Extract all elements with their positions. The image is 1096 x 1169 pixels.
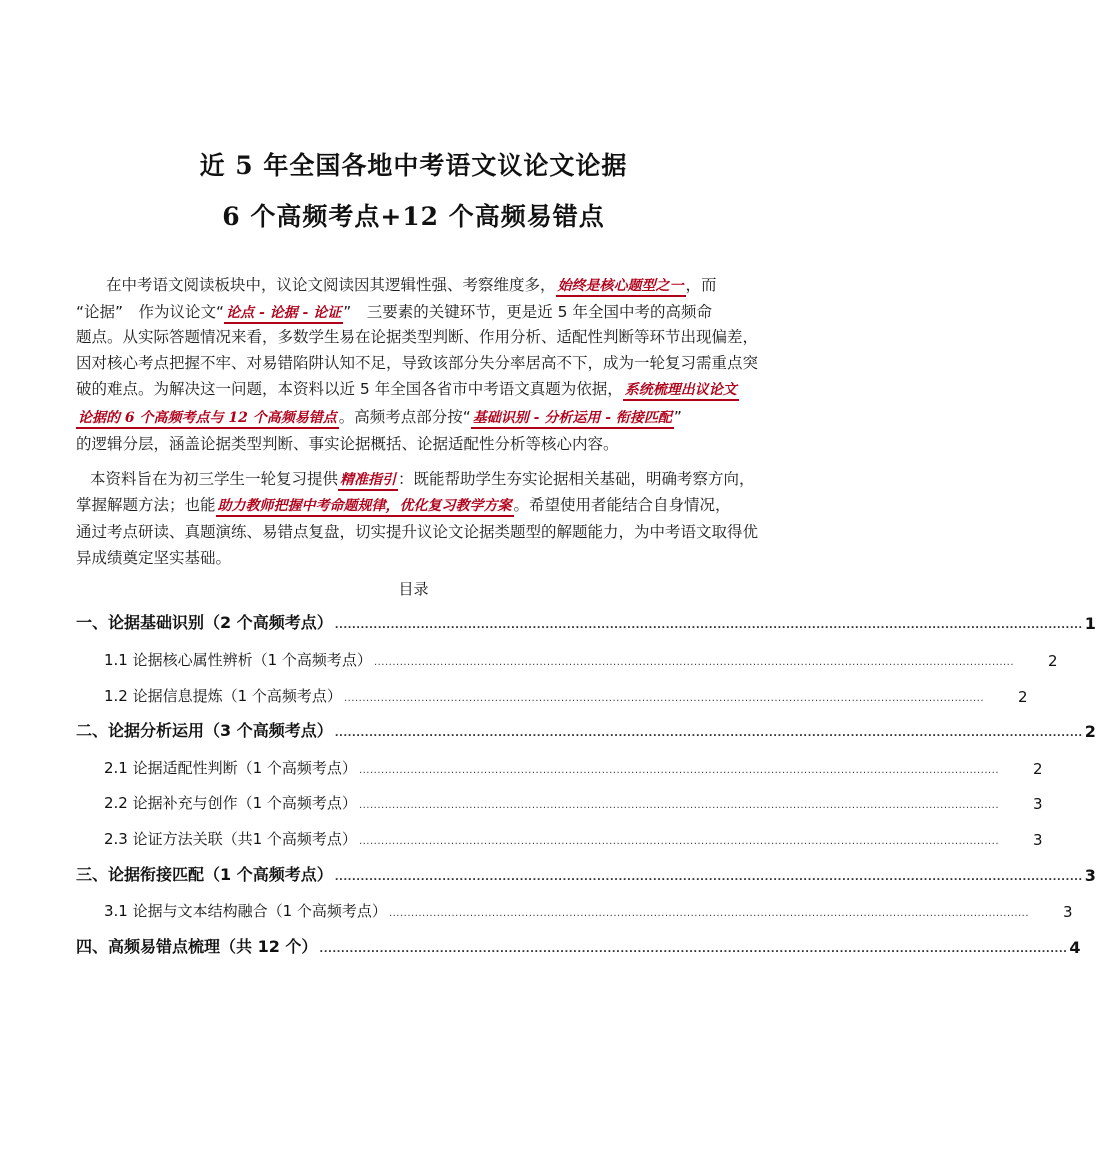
handwritten-annotation: 论点 - 论据 - 论证 [224, 305, 343, 324]
intro-line-3: 题点。从实际答题情况来看，多数学生易在论据类型判断、作用分析、适配性判断等环节出现偏差， [76, 328, 759, 346]
toc-entry[interactable]: 1.2 论据信息提炼（1 个高频考点） .............................................................................................................................................................................. 2 [104, 687, 1028, 706]
document-title-line1: 近 5 年全国各地中考语文议论文论据 [199, 151, 628, 180]
handwritten-annotation: 论据的 6 个高频考点与 12 个高频易错点 [76, 410, 339, 429]
intro2-line-1: 本资料旨在为初三学生一轮复习提供 精准指引 ：既能帮助学生夯实论据相关基础，明确考察方向， [90, 467, 755, 489]
toc-entry[interactable]: 3.1 论据与文本结构融合（1 个高频考点） .............................................................................................................................................................................. 3 [104, 902, 1073, 921]
toc-entry[interactable]: 2.1 论据适配性判断（1 个高频考点） .............................................................................................................................................................................. 2 [104, 759, 1043, 778]
handwritten-annotation: 始终是核心题型之一 [556, 278, 686, 297]
document-title-line2: 6 个高频考点+12 个高频易错点 [222, 202, 605, 231]
intro2-line-2: 掌握解题方法；也能 助力教师把握中考命题规律，优化复习教学方案 。希望使用者能结合自身情况， [76, 493, 731, 515]
intro-line-2: “论据” 作为议论文“ 论点 - 论据 - 论证 ” 三要素的关键环节，更是近 5 年全国中考的高频命 [76, 300, 712, 322]
handwritten-annotation: 基础识别 - 分析运用 - 衔接匹配 [471, 410, 674, 429]
handwritten-annotation: 助力教师把握中考命题规律，优化复习教学方案 [216, 498, 514, 517]
intro2-line-3: 通过考点研读、真题演练、易错点复盘，切实提升议论文论据类题型的解题能力，为中考语文取得优 [76, 523, 759, 541]
toc-entry[interactable]: 一、论据基础识别（2 个高频考点） .............................................................................................................................................................................. 1 [76, 613, 1096, 633]
intro-line-6: 论据的 6 个高频考点与 12 个高频易错点 。高频考点部分按“ 基础识别 - 分析运用 - 衔接匹配 ” [76, 405, 682, 427]
intro-line-5: 破的难点。为解决这一问题，本资料以近 5 年全国各省市中考语文真题为依据， 系统梳理出议论文 [76, 377, 739, 399]
intro-line-7: 的逻辑分层，涵盖论据类型判断、事实论据概括、论据适配性分析等核心内容。 [76, 435, 619, 453]
toc-entry[interactable]: 三、论据衔接匹配（1 个高频考点） .............................................................................................................................................................................. 3 [76, 865, 1096, 885]
toc-entry[interactable]: 四、高频易错点梳理（共 12 个） .............................................................................................................................................................................. 4 [76, 937, 1081, 957]
toc-entry[interactable]: 1.1 论据核心属性辨析（1 个高频考点） .............................................................................................................................................................................. 2 [104, 651, 1058, 670]
intro-line-1: 在中考语文阅读板块中，议论文阅读因其逻辑性强、考察维度多， 始终是核心题型之一 ，而 [106, 273, 717, 295]
toc-entry[interactable]: 二、论据分析运用（3 个高频考点） .............................................................................................................................................................................. 2 [76, 721, 1096, 741]
handwritten-annotation: 系统梳理出议论文 [623, 382, 739, 401]
intro-line-4: 因对核心考点把握不牢、对易错陷阱认知不足，导致该部分失分率居高不下，成为一轮复习需重点突 [76, 354, 759, 372]
toc-title: 目录 [398, 580, 429, 598]
handwritten-annotation: 精准指引 [338, 472, 398, 491]
toc-entry[interactable]: 2.2 论据补充与创作（1 个高频考点） .............................................................................................................................................................................. 3 [104, 794, 1043, 813]
intro2-line-4: 异成绩奠定坚实基础。 [76, 549, 232, 567]
toc-entry[interactable]: 2.3 论证方法关联（共1 个高频考点） .............................................................................................................................................................................. 3 [104, 830, 1043, 849]
